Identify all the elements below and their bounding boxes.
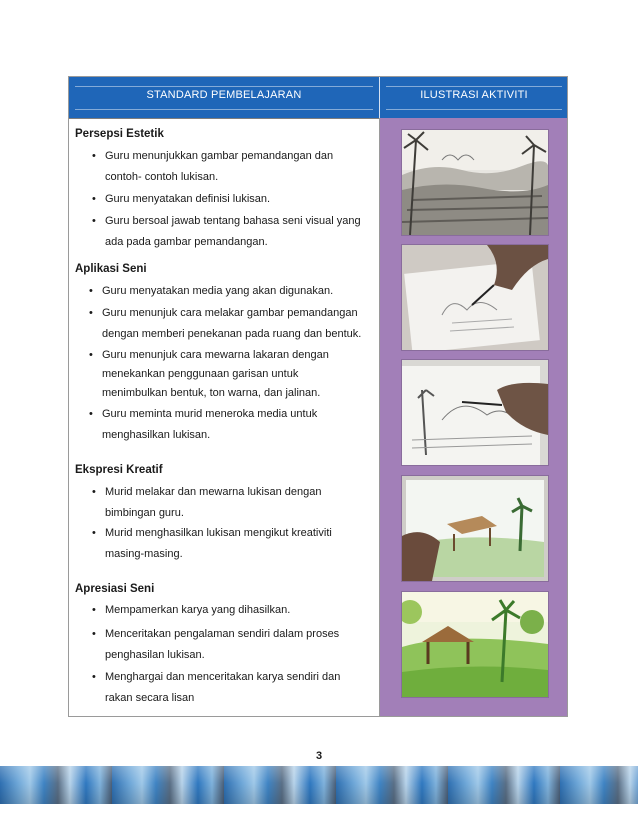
section-title-apresiasi: Apresiasi Seni (75, 583, 155, 595)
bullet-item: • Menceritakan pengalaman sendiri dalam proses penghasilan lukisan. (92, 628, 340, 661)
bullet-item: • Guru menunjuk cara mewarna lakaran dengan menekankan penggunaan garisan untuk menimbulkan bentuk, ton warna, dan jalinan. (89, 349, 329, 399)
learning-standards-column (69, 118, 380, 716)
colouring-drawing-image (402, 476, 548, 581)
activity-table (68, 76, 568, 717)
bullet-item: • Murid menghasilkan lukisan mengikut kreativiti masing-masing. (92, 527, 332, 560)
page-number: 3 (315, 750, 323, 762)
bullet-item: • Mempamerkan karya yang dihasilkan. (92, 604, 291, 616)
bullet-item: • Menghargai dan menceritakan karya sendiri dan rakan secara lisan (92, 671, 341, 704)
detailed-sketch-image (402, 360, 548, 465)
header-left-cell (69, 77, 380, 118)
section-title-persepsi: Persepsi Estetik (75, 128, 164, 140)
section-title-aplikasi: Aplikasi Seni (75, 263, 147, 275)
bullet-item: • Guru bersoal jawab tentang bahasa seni visual yang ada pada gambar pemandangan. (92, 215, 361, 248)
hand-sketching-image (402, 245, 548, 350)
bullet-item: • Guru menunjukkan gambar pemandangan dan contoh- contoh lukisan. (92, 150, 334, 183)
landscape-sketch-image (402, 130, 548, 235)
bullet-item: • Guru meminta murid meneroka media untuk menghasilkan lukisan. (89, 408, 318, 441)
header-illustration-label: ILUSTRASI AKTIVITI (420, 89, 528, 101)
decorative-footer-band (0, 766, 638, 804)
bullet-item: • Guru menyatakan definisi lukisan. (92, 193, 271, 205)
finished-painting-image (402, 592, 548, 697)
header-right-cell (380, 77, 568, 118)
bullet-item: • Guru menunjuk cara melakar gambar pemandangan dengan memberi penekanan pada ruang dan bentuk. (89, 307, 362, 340)
illustration-column (380, 118, 567, 716)
table-header (69, 77, 567, 119)
header-standard-label: STANDARD PEMBELAJARAN (146, 89, 302, 101)
bullet-item: • Murid melakar dan mewarna lukisan dengan bimbingan guru. (92, 486, 322, 519)
bullet-item: • Guru menyatakan media yang akan digunakan. (89, 285, 334, 297)
section-title-ekspresi: Ekspresi Kreatif (75, 464, 163, 476)
